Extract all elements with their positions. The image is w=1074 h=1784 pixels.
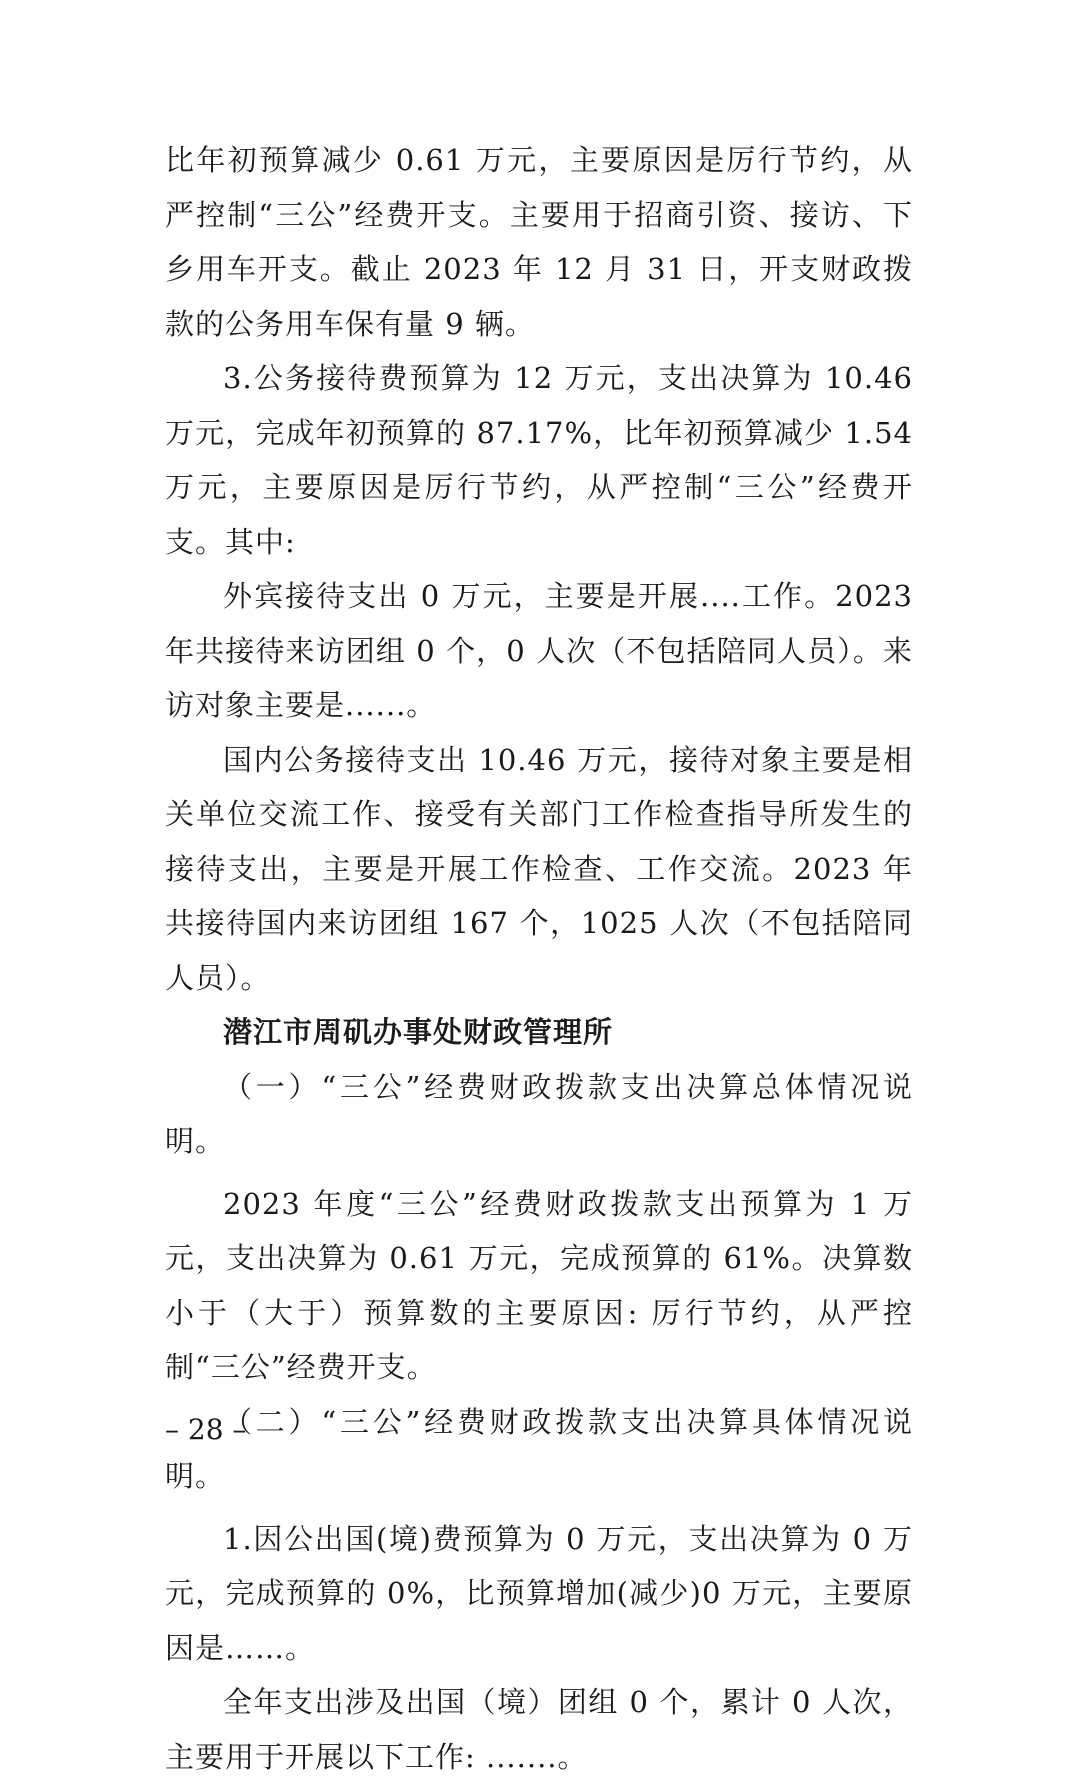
paragraph-vehicle-expense: 比年初预算减少 0.61 万元，主要原因是厉行节约，从严控制“三公”经费开支。主要用于招商引资、接访、下乡用车开支。截止 2023 年 12 月 31 日，开支财政拨款的公务用车保有量 9 辆。 (165, 143, 913, 341)
paragraph-abroad-groups: 全年支出涉及出国（境）团组 0 个，累计 0 人次，主要用于开展以下工作: .......。 (165, 1685, 913, 1774)
document-body (165, 133, 913, 1784)
paragraph-reception-expense: 3.公务接待费预算为 12 万元，支出决算为 10.46 万元，完成年初预算的 87.17%，比年初预算减少 1.54 万元，主要原因是厉行节约，从严控制“三公”经费开支。其中: (165, 361, 913, 559)
section-heading: 潜江市周矶办事处财政管理所 (223, 1015, 614, 1049)
subheading-overall: （一）“三公”经费财政拨款支出决算总体情况说明。 (165, 1069, 913, 1158)
page-number: – 28 – (165, 1413, 247, 1446)
paragraph-foreign-reception: 外宾接待支出 0 万元，主要是开展....工作。2023 年共接待来访团组 0 个，0 人次（不包括陪同人员）。来访对象主要是......。 (165, 579, 913, 722)
subheading-details: （二）“三公”经费财政拨款支出决算具体情况说明。 (165, 1404, 913, 1493)
paragraph-summary: 2023 年度“三公”经费财政拨款支出预算为 1 万元，支出决算为 0.61 万元，完成预算的 61%。决算数小于（大于）预算数的主要原因: 厉行节约，从严控制“三公”经费开支。 (165, 1186, 913, 1384)
paragraph-domestic-reception: 国内公务接待支出 10.46 万元，接待对象主要是相关单位交流工作、接受有关部门工作检查指导所发生的接待支出，主要是开展工作检查、工作交流。2023 年共接待国内来访团组 167 个，1025 人次（不包括陪同人员）。 (165, 742, 913, 995)
paragraph-abroad-expense: 1.因公出国(境)费预算为 0 万元，支出决算为 0 万元，完成预算的 0%，比预算增加(减少)0 万元，主要原因是……。 (165, 1521, 913, 1665)
